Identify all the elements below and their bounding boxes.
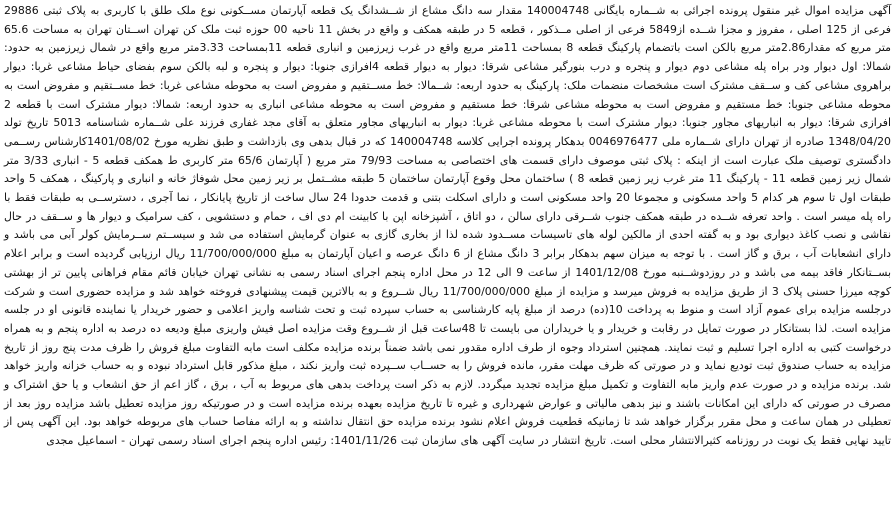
auction-notice-text: آگهی مزایده اموال غیر منقول پرونده اجرائی به شــماره بایگانی 140004748 مقدار سه دانگ مشاع از شــشدانگ یک قطعه آپارتمان مســکونی نوع ملک طلق با کاربری به پلاک ثبتی 29886 فرعی از 125 اصلی ، مفروز و مجزا شــده از5849 فرعی از اصلی مــذکور ، قطعه 5 در طبقه همکف و واقع در بخش 11 ناحیه 00 حوزه ثبت ملک کن تهران اســتان تهران به مساحت 65.6 متر مربع که مقدار2.86متر مربع بالکن است باتضمام پارکینگ قطعه 8 بمساحت 11متر مربع واقع در غرب زیرزمین و انباری قطعه 11بمساحت 3.33متر مربع واقع در شمال زیرزمین به حدود: شمالا: اول دیوار ودر براه پله مشاعی دوم دیوار و پنجره و درب بنورگیر مشاعی شرقا: دیوار به دیوار قطعه 4افرازی جنوبا: دیوار و پنجره و لبه بالکن سوم بفضای حیاط مشاعی غربا: دیوار براهروی مشاعی کف و ســقف مشترک است مشخصات منضمات ملک: پارکینگ به حدود اربعه: شــمالا: خط مســتقیم و مفروض است به محوطه مشاعی غربا: خط مســتقیم و مفروض است به محوطه مشاعی جنوبا: خط مستقیم و مفروض است به محوطه مشاعی شرقا: خط مستقیم و مفروض است به محوطه مشاعی انباری به حدود اربعه: شمالا: دیوار مشترک است با قطعه 2 افرازی شرقا: دیوار به انباریهای مجاور جنوبا: دیوار مشترک است با محوطه مشاعی غربا: دیوار به انباریهای مجاور متعلق به آقای مجد غفاری فرزند علی شــماره شناسنامه 5013 تاریخ تولد 1348/04/20 صادره از تهران دارای شــماره ملی 0046976477 بدهکار پرونده اجرایی کلاسه 140004748 که در قبال بدهی وی بازداشت و طبق نظریه مورخ 1401/08/02کارشناس رســمی دادگستری توصیف ملک عبارت است از اینکه : پلاک ثبتی موصوف دارای قسمت های اختصاصی به مساحت 79/93 متر مربع ( آپارتمان 65/6 متر کاربری ط همکف قطعه 5 - انباری 3/33 متر شمال زیر زمین قطعه 11 - پارکینگ 11 متر غرب زیر زمین قطعه 8 ) ساختمان محل وقوع آپارتمان ساختمان 5 طبقه مشــتمل بر زیر زمین محل شوفاژ خانه و انباری و پارکینگ ، همکف 5 واحد طبقات اول تا سوم هر کدام 5 واحد مسکونی و مجموعا 20 واحد مسکونی است و دارای اسکلت بتنی و قدمت حدودا 24 سال ساخت از تاریخ پایانکار ، نما آجری ، دسترســی به طبقات فقط با راه پله میسر است . واحد تعرفه شــده در طبقه همکف جنوب شــرقی دارای سالن ، دو اتاق ، آشپزخانه اپن با کابینت ام دی اف ، حمام و دستشویی ، کف سرامیک و دیوار ها و ســقف در حال نقاشی و نصب کاغذ دیواری بود و به گفته احدی از مالکین لوله های تاسیسات مســدود شده لذا از بخاری گازی به عنوان گرمایش استفاده می شد و سیســتم ســرمایش کولر آبی می باشد و دارای انشعابات آب ، برق و گاز است . با توجه به میزان سهم بدهکار برابر 3 دانگ مشاع از 6 دانگ عرصه و اعیان آپارتمان به مبلغ 11/700/000/000 ریال ارزیابی گردیده است و برابر اعلام بســتانکار فاقد بیمه می باشد و در روزدوشــنبه مورخ 1401/12/08 از ساعت 9 الی 12 در محل اداره پنجم اجرای اسناد رسمی به نشانی تهران خیابان قائم مقام فراهانی پایین تر از بهشتی کوچه میرزا حسنی پلاک 3 از طریق مزایده به فروش میرسد و مزایده از مبلغ 11/700/000/000 ریال شــروع و به بالاترین قیمت پیشنهادی فروخته خواهد شد و مزایده حضوری است و شرکت درجلسه مزایده برای عموم آزاد است و منوط به پرداخت 10(ده) درصد از مبلغ پایه کارشناسی به حساب سپرده ثبت و تحت شناسه واریز اعلامی و حضور خریدار یا نماینده قانونی او در جلسه مزایده است. لذا بستانکار در صورت تمایل در رقابت و خریدار و یا خریداران می بایست تا 48ساعت قبل از شــروع وقت مزایده اصل فیش واریزی مبلغ ودیعه ده درصد به اداره پنجم و به همراه درخواست کتبی به اداره اجرا تسلیم و ثبت نمایند. همچنین استرداد وجوه از طرف اداره مقدور نمی باشد ضمناً برنده مزایده مکلف است مابه التفاوت مبلغ فروش را ظرف مدت پنج روز از تاریخ مزایده به حساب صندوق ثبت تودیع نماید و در صورتی که ظرف مهلت مقرر، مانده فروش را به حســاب ســپرده ثبت واریز نکند ، مبلغ مذکور قابل استرداد نبوده و به حساب خزانه واریز خواهد شد. برنده مزایده و در صورت عدم واریز مابه التفاوت و تکمیل مبلغ مزایده تجدید میگردد. لازم به ذکر است پرداخت بدهی های مربوط به آب ، برق ، گاز اعم از حق انشعاب و یا حق اشتراک و مصرف در صورتی که دارای این امکانات باشند و نیز بدهی مالیاتی و عوارض شهرداری و غیره تا تاریخ مزایده بعهده برنده مزایده است و در صورتیکه روز مزایده تعطیل باشد مزایده روز بعد از تعطیلی در همان ساعت و محل مقرر برگزار خواهد شد تا زمانیکه قطعیت فروش اعلام نشود برنده مزایده حق انتقال نداشته و به ارائه مفاصا حساب های مربوطه خواهد بود. این آگهی پس از تایید نهایی فقط یک نوبت در روزنامه کثیرالانتشار محلی است. تاریخ انتشار در سایت آگهی های سازمان ثبت 1401/11/26: رئیس اداره پنجم اجرای اسناد رسمی تهران - اسماعیل مجدی — [4, 4, 892, 448]
